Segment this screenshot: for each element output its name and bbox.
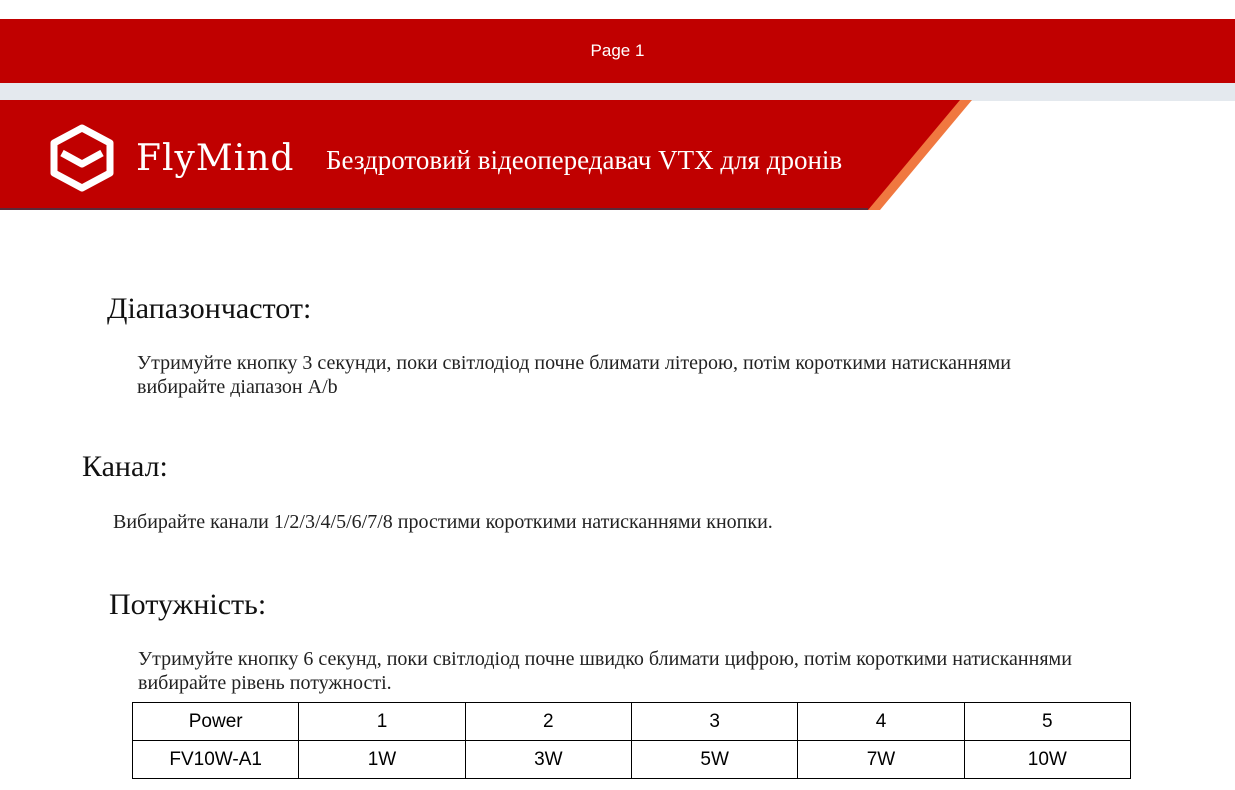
- power-table-row: [133, 741, 1131, 779]
- document-title: Бездротовий відеопередавач VTX для дронів: [326, 145, 843, 175]
- power-text-line-1: Утримуйте кнопку 6 секунд, поки світлодіод почне швидко блимати цифрою, потім короткими натисканнями: [138, 648, 1072, 670]
- table-cell: 10W: [964, 741, 1130, 779]
- table-cell: Power: [133, 703, 299, 741]
- band-heading: Діапазончастот:: [107, 292, 312, 325]
- table-cell: 2: [465, 703, 631, 741]
- channel-text: Вибирайте канали 1/2/3/4/5/6/7/8 простими короткими натисканнями кнопки.: [113, 511, 773, 533]
- brand-name: FlyMind: [136, 138, 295, 179]
- table-cell: 3W: [465, 741, 631, 779]
- table-cell: 1: [299, 703, 465, 741]
- page-label-banner: [0, 19, 1235, 83]
- table-cell: 5W: [631, 741, 797, 779]
- power-paragraph: [138, 647, 1072, 695]
- gap-strip: [0, 83, 1235, 101]
- flymind-logo-icon: [50, 124, 114, 192]
- table-cell: FV10W-A1: [133, 741, 299, 779]
- band-paragraph: [137, 351, 1011, 399]
- power-text-line-2: вибирайте рівень потужності.: [138, 672, 392, 694]
- band-text-line-1: Утримуйте кнопку 3 секунди, поки світлодіод почне блимати літерою, потім короткими натисканнями: [137, 352, 1011, 374]
- top-strip: [0, 0, 1235, 20]
- band-text-line-2: вибирайте діапазон A/b: [137, 376, 338, 398]
- page-label: Page 1: [590, 41, 645, 60]
- channel-heading: Канал:: [82, 450, 168, 483]
- power-table: [132, 702, 1131, 779]
- table-cell: 5: [964, 703, 1130, 741]
- power-heading: Потужність:: [109, 588, 267, 621]
- table-cell: 7W: [798, 741, 964, 779]
- table-cell: 4: [798, 703, 964, 741]
- table-cell: 3: [631, 703, 797, 741]
- power-table-header-row: [133, 703, 1131, 741]
- table-cell: 1W: [299, 741, 465, 779]
